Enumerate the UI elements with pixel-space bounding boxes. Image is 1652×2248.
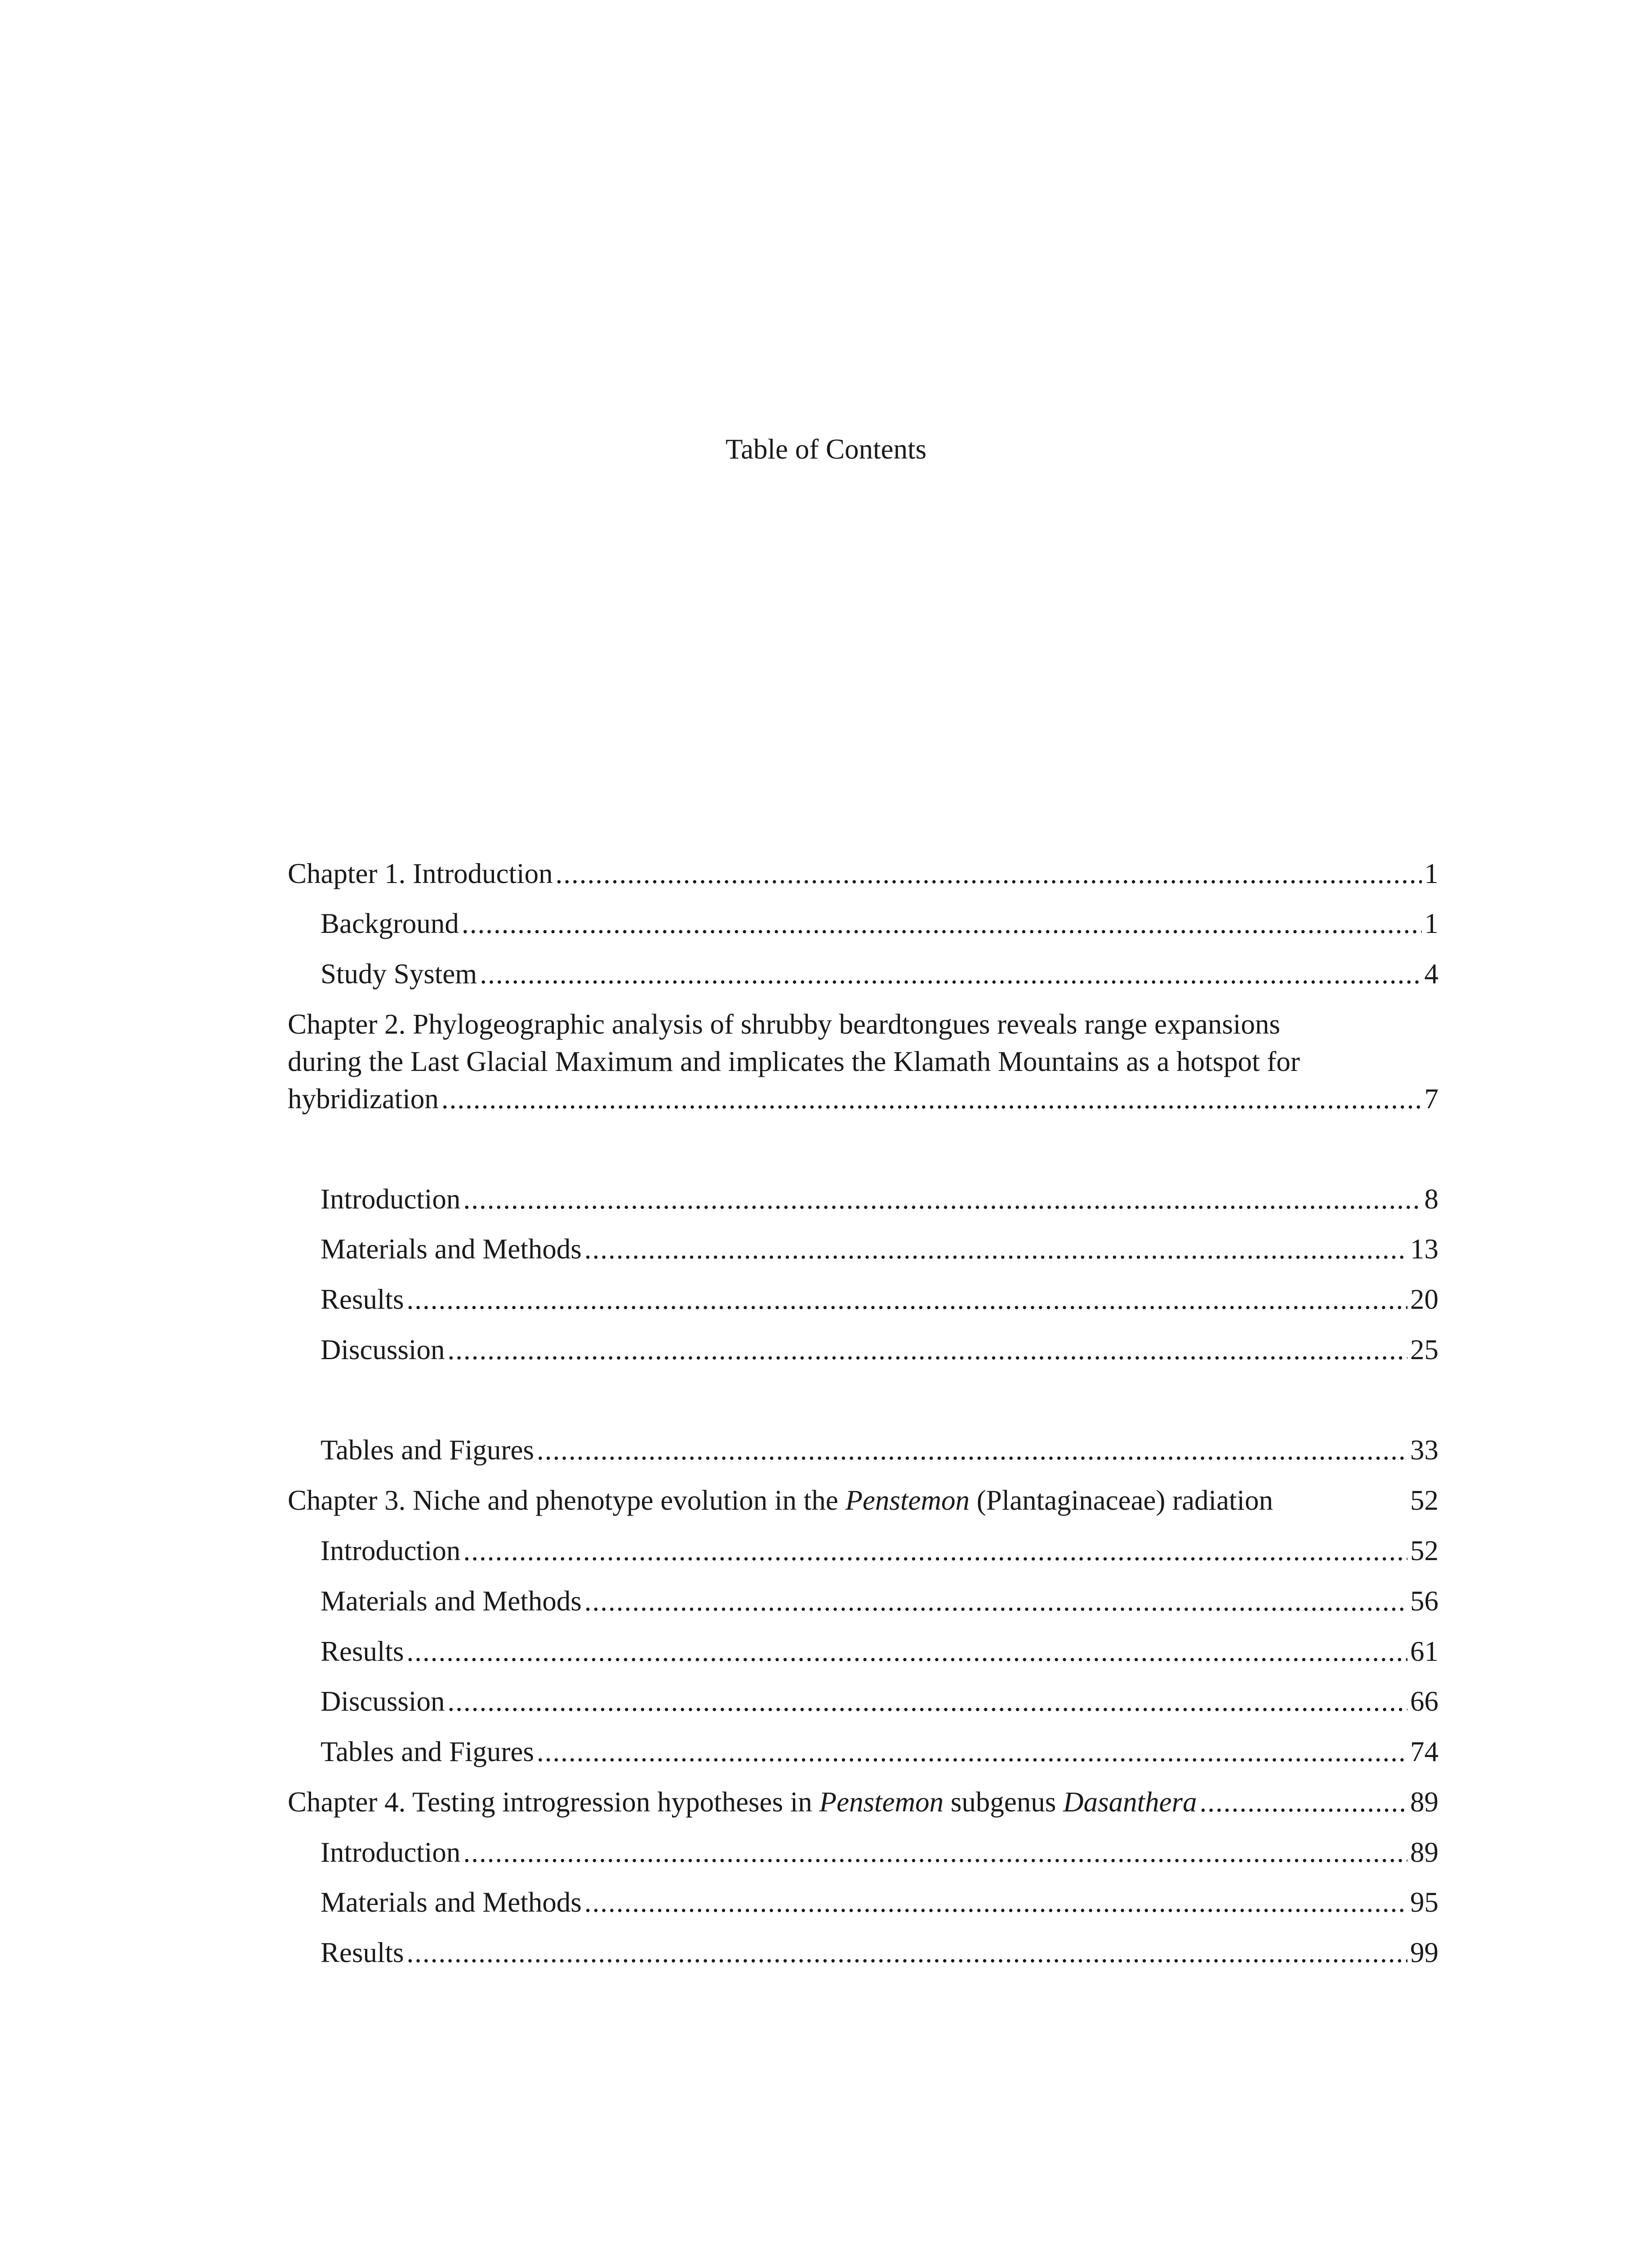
toc-page-number: 95 — [1410, 1887, 1438, 1918]
toc-page-number: 33 — [1410, 1434, 1438, 1466]
toc-entry-text-line-2: during the Last Glacial Maximum and implicates the Klamath Mountains as a hotspot for — [288, 1046, 1300, 1077]
toc-entry-text: Results — [321, 1937, 404, 1968]
dot-leader — [537, 1432, 1407, 1469]
toc-entry-text: Introduction — [321, 1535, 461, 1566]
toc-entry-ch3-discussion[interactable] — [321, 1683, 1438, 1720]
toc-entry-chapter-3[interactable] — [288, 1482, 1438, 1519]
toc-entry-text: Introduction — [321, 1837, 461, 1868]
dot-leader — [448, 1331, 1407, 1369]
toc-entry-ch3-methods[interactable] — [321, 1583, 1438, 1620]
toc-entry-text-line-1: Chapter 2. Phylogeographic analysis of shrubby beardtongues reveals range expansions — [288, 1008, 1280, 1040]
toc-page-number: 13 — [1410, 1233, 1438, 1265]
toc-entry-text: Chapter 1. Introduction — [288, 858, 553, 889]
dot-leader — [556, 855, 1422, 892]
toc-entry-text: Results — [321, 1284, 404, 1315]
dot-leader — [441, 1080, 1422, 1118]
dot-leader — [1199, 1784, 1407, 1821]
toc-entry-text: Introduction — [321, 1183, 461, 1215]
toc-entry-text: Results — [321, 1636, 404, 1667]
toc-entry-ch3-results[interactable] — [321, 1633, 1438, 1670]
toc-page-number: 66 — [1410, 1686, 1438, 1717]
toc-page-number: 4 — [1424, 958, 1438, 990]
toc-page-number: 1 — [1424, 858, 1438, 889]
dot-leader — [584, 1231, 1407, 1268]
toc-page-number: 56 — [1410, 1585, 1438, 1617]
toc-entry-ch2-results[interactable] — [321, 1281, 1438, 1318]
dot-leader — [407, 1633, 1407, 1670]
toc-entry-ch4-results[interactable] — [321, 1934, 1438, 1971]
toc-entry-italic-genus: Penstemon — [845, 1485, 970, 1516]
toc-entry-text — [288, 1482, 1273, 1519]
toc-entry-text: Tables and Figures — [321, 1736, 534, 1767]
toc-entry-text-line-3: hybridization — [288, 1083, 439, 1115]
dot-leader — [537, 1733, 1407, 1771]
toc-entry-chapter-4[interactable] — [288, 1784, 1438, 1821]
toc-entry-ch3-tables-figures[interactable] — [321, 1733, 1438, 1771]
toc-entry-chapter-1[interactable] — [288, 855, 1438, 892]
toc-page-number: 61 — [1410, 1636, 1438, 1667]
toc-entry-text: Tables and Figures — [321, 1434, 534, 1466]
toc-entry-italic-genus: Penstemon — [819, 1786, 944, 1818]
toc-entry-ch2-tables-figures[interactable] — [321, 1432, 1438, 1469]
toc-page-number: 7 — [1424, 1083, 1438, 1115]
dot-leader — [462, 905, 1422, 942]
toc-entry-text: Discussion — [321, 1334, 445, 1365]
toc-entry-ch2-discussion[interactable] — [321, 1331, 1438, 1369]
toc-entry-ch2-introduction[interactable] — [321, 1181, 1438, 1218]
toc-entry-text-part: subgenus — [943, 1786, 1063, 1818]
toc-page-number: 25 — [1410, 1334, 1438, 1365]
toc-entry-text: Background — [321, 908, 459, 939]
dot-leader — [407, 1934, 1407, 1971]
toc-page-number: 20 — [1410, 1284, 1438, 1315]
dot-leader — [407, 1281, 1407, 1318]
toc-entry-text-part: Chapter 3. Niche and phenotype evolution in the — [288, 1485, 846, 1516]
toc-entry-text — [288, 1784, 1197, 1821]
dot-leader — [480, 955, 1421, 993]
toc-entry-text: Discussion — [321, 1686, 445, 1717]
toc-entry-ch3-introduction[interactable] — [321, 1532, 1438, 1570]
toc-entry-italic-subgenus: Dasanthera — [1063, 1786, 1197, 1818]
dot-leader — [463, 1181, 1421, 1218]
toc-page-number: 8 — [1424, 1183, 1438, 1215]
toc-entry-text: Materials and Methods — [321, 1887, 582, 1918]
dot-leader — [448, 1683, 1407, 1720]
toc-page-number: 52 — [1410, 1485, 1438, 1516]
dot-leader — [584, 1583, 1407, 1620]
toc-entry-text: Materials and Methods — [321, 1585, 582, 1617]
toc-page-number: 89 — [1410, 1837, 1438, 1868]
toc-entry-ch4-methods[interactable] — [321, 1884, 1438, 1921]
dot-leader — [584, 1884, 1407, 1921]
toc-entry-text: Materials and Methods — [321, 1233, 582, 1265]
toc-entry-text-part: Chapter 4. Testing introgression hypotheses in — [288, 1786, 819, 1818]
toc-entry-study-system[interactable] — [321, 955, 1438, 993]
toc-entry-text: Study System — [321, 958, 477, 990]
dot-leader — [463, 1834, 1407, 1871]
toc-entry-ch2-methods[interactable] — [321, 1231, 1438, 1268]
toc-entry-background[interactable] — [321, 905, 1438, 942]
toc-page-number: 89 — [1410, 1786, 1438, 1818]
page-title: Table of Contents — [726, 433, 926, 465]
toc-page-number: 99 — [1410, 1937, 1438, 1968]
toc-entry-ch4-introduction[interactable] — [321, 1834, 1438, 1871]
dot-leader — [463, 1532, 1407, 1570]
toc-page-number: 74 — [1410, 1736, 1438, 1767]
toc-entry-text-part: (Plantaginaceae) radiation — [969, 1485, 1274, 1516]
toc-page-number: 1 — [1424, 908, 1438, 939]
toc-entry-chapter-2[interactable] — [288, 1006, 1438, 1118]
toc-page-number: 52 — [1410, 1535, 1438, 1566]
